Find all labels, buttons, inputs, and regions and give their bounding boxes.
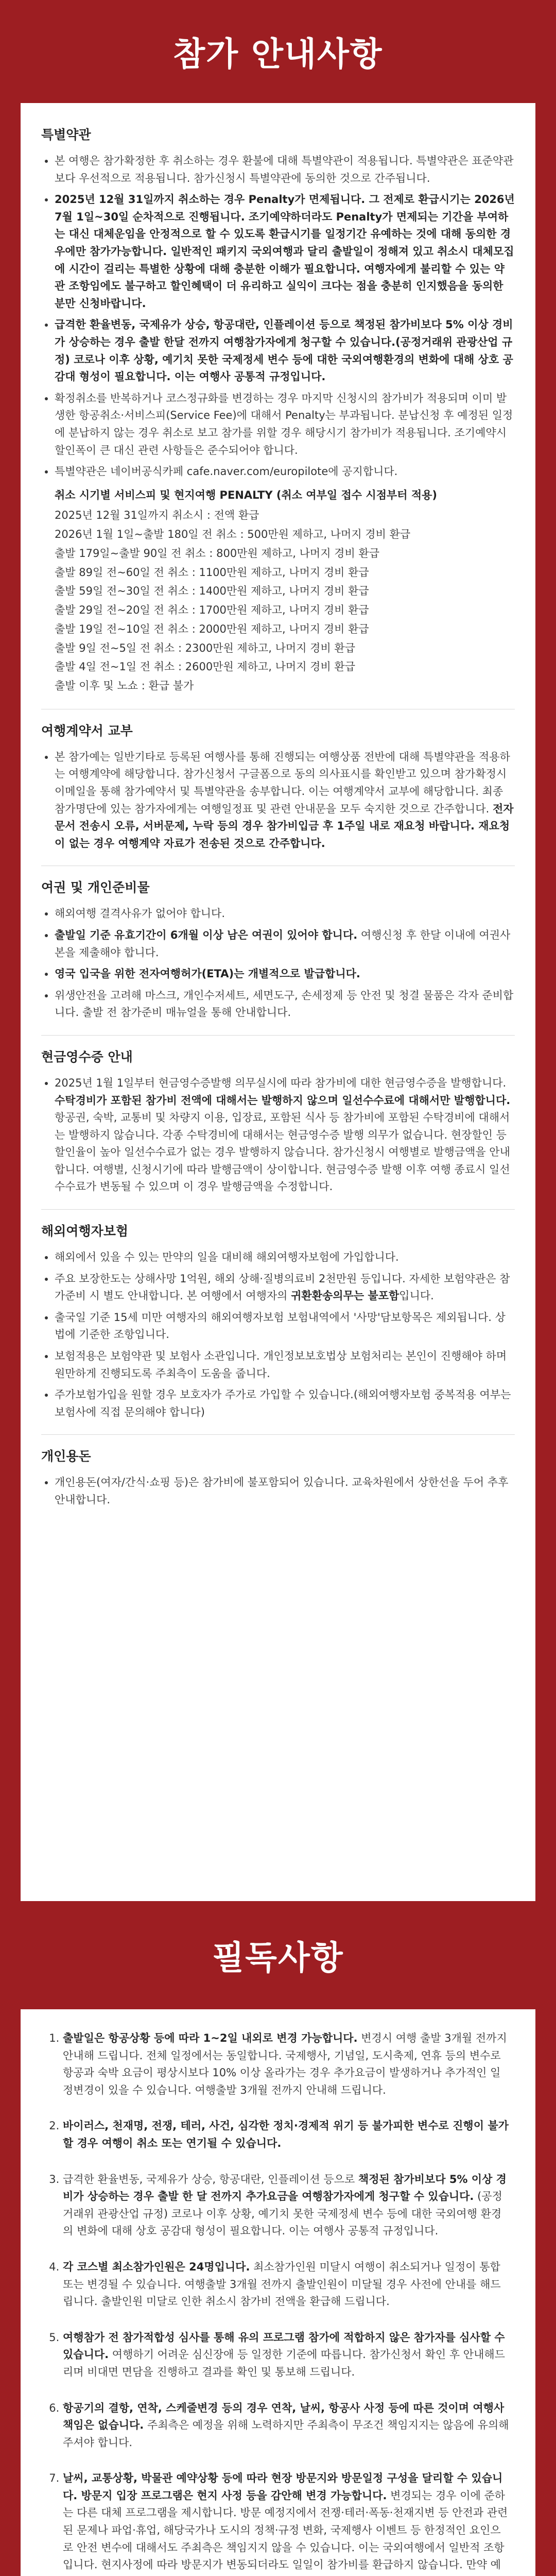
list-item: • 위생안전을 고려해 마스크, 개인수저세트, 세면도구, 손세정제 등 안전 및 청결 물품은 각자 준비합니다. 출발 전 참가준비 매뉴얼을 통해 안내합니다. — [55, 987, 515, 1022]
section-heading: 여행계약서 교부 — [41, 723, 133, 738]
list-item: 2. 바이러스, 천재명, 전쟁, 테러, 사건, 심각한 정치·경제적 위기 등 불가피한 변수로 진행이 불가할 경우 여행이 취소 또는 연기될 수 있습니다. — [63, 2117, 510, 2152]
section-heading: 해외여행자보험 — [41, 1224, 129, 1239]
divider — [41, 1209, 515, 1210]
list-item: 6. 항공기의 결항, 연착, 스케줄변경 등의 경우 연착, 날씨, 항공사 사정 등에 따른 것이며 여행사 책임은 없습니다. 주최측은 예정을 위해 노력하지만 주최측이 무조건 책임지지는 않음에 유의해주셔야 합니다. — [63, 2400, 510, 2452]
special-terms-section — [41, 125, 515, 709]
fee-row: 출발 29일 전~20일 전 취소 : 1700만원 제하고, 나머지 경비 환급 — [55, 604, 369, 617]
list-item: 1. 출발일은 항공상황 등에 따라 1~2일 내외로 변경 가능합니다. 변경시 여행 출발 3개월 전까지 안내해 드립니다. 전체 일정에서는 동일합니다. 국제행사, 기념일, 도시축제, 연휴 등의 변수로 항공과 숙박 요금이 평상시보다 10% 이상 올라가는 경우 추가요금이 발생하거나 추가적인 일정변경이 있을 수 있습니다. 여행출발 3개월 전까지 안내해 드립니다. — [63, 2030, 510, 2099]
list-item: • 해외에서 있을 수 있는 만약의 일을 대비해 해외여행자보험에 가입합니다. — [55, 1249, 515, 1266]
notice-card — [21, 2009, 535, 2576]
section-heading: 특별약관 — [41, 127, 91, 142]
list-item: • 보험적용은 보험약관 및 보험사 소관입니다. 개인정보보호법상 보험처리는 본인이 진행해야 하며 원만하게 진행되도록 주최측이 도움을 줍니다. — [55, 1348, 515, 1382]
section-heading: 현금영수증 안내 — [41, 1049, 133, 1064]
fee-row: 출발 19일 전~10일 전 취소 : 2000만원 제하고, 나머지 경비 환급 — [55, 622, 369, 635]
list-item: • 급격한 환율변동, 국제유가 상승, 항공대란, 인플레이션 등으로 책정된 참가비보다 5% 이상 경비가 상승하는 경우 출발 한달 전까지 여행참가자에게 청구할 수 있습니다.(공정거래위 관광산업 규정) 코로나 이후 상황, 예기치 못한 국제정세 변수 등에 대한 국외여행환경의 변화에 대해 상호 공감대 형성이 필요합니다. 이는 여행사 공통적 규정입니다. — [55, 316, 515, 385]
fee-row: 출발 9일 전~5일 전 취소 : 2300만원 제하고, 나머지 경비 환급 — [55, 641, 355, 654]
list-item: • 주가보험가입을 원할 경우 보호자가 주가로 가입할 수 있습니다.(해외여행자보험 중복적용 여부는 보험사에 직접 문의해야 합니다) — [55, 1386, 515, 1421]
list-item: 3. 급격한 환율변동, 국제유가 상승, 항공대란, 인플레이션 등으로 책정된 참가비보다 5% 이상 경비가 상승하는 경우 출발 한 달 전까지 추가요금을 여행참가자에게 청구할 수 있습니다. (공정거래위 관광산업 규정) 코로나 이후 상황, 예기치 못한 국제정세 변수 등에 대한 국외여행 환경의 변화에 대해 상호 공감대 형성이 필요합니다. 이는 여행사 공통적 규정입니다. — [63, 2171, 510, 2240]
fee-heading: 취소 시기별 서비스피 및 현지여행 PENALTY (취소 여부일 접수 시점부터 적용) — [55, 488, 438, 501]
fee-row: 출발 89일 전~60일 전 취소 : 1100만원 제하고, 나머지 경비 환급 — [55, 566, 369, 579]
list-item: • 주요 보장한도는 상해사망 1억원, 해외 상해·질병의료비 2천만원 등입니다. 자세한 보험약관은 참가준비 시 별도 안내합니다. 본 여행에서 여행자의 귀환환송의무는 불포함입니다. — [55, 1270, 515, 1305]
fee-row: 출발 179일~출발 90일 전 취소 : 800만원 제하고, 나머지 경비 환급 — [55, 547, 379, 560]
list-item: • 본 여행은 참가확정한 후 취소하는 경우 환불에 대해 특별약관이 적용됩니다. 특별약관은 표준약관보다 우선적으로 적용됩니다. 참가신청시 특별약관에 동의한 것으로 간주됩니다. — [55, 152, 515, 187]
list-item: • 개인용돈(여자/간식·쇼핑 등)은 참가비에 불포함되어 있습니다. 교육차원에서 상한선을 두어 추후 안내합니다. — [55, 1474, 515, 1509]
divider — [41, 1035, 515, 1036]
list-item: • 해외여행 결격사유가 없어야 합니다. — [55, 905, 515, 923]
list-item: • 출국일 기준 15세 미만 여행자의 해외여행자보험 보험내역에서 '사망'담보항목은 제외됩니다. 상법에 기준한 조항입니다. — [55, 1309, 515, 1344]
fee-row: 출발 이후 및 노쇼 : 환급 불가 — [55, 680, 194, 692]
list-item: • 2025년 12월 31일까지 취소하는 경우 Penalty가 면제됩니다. 그 전제로 환급시기는 2026년 7월 1일~30일 순차적으로 진행됩니다. 조기예약하더라도 Penalty가 면제되는 기간을 부여하는 대신 대체운임을 안정적으로 할 수 있도록 환급시기를 일정기간 유예하는 것에 대해 동의한 경우에만 참가가능합니다. 일반적인 패키지 국외여행과 달리 출발일이 정해져 있고 취소시 대체모집에 시간이 걸리는 특별한 상황에 대해 충분한 이해가 필요합니다. 여행자에게 불리할 수 있는 약관 조항임에도 불구하고 할인혜택이 더 유리하고 실익이 크다는 점을 충분히 인지했음을 동의한 분만 신청바랍니다. — [55, 191, 515, 312]
divider — [41, 1434, 515, 1435]
list-item: 7. 날씨, 교통상황, 박물관 예약상황 등에 따라 현장 방문지와 방문일정 구성을 달리할 수 있습니다. 방문지 입장 프로그램은 현지 사정 등을 감안해 변경 가능합니다. 변경되는 경우 이에 준하는 다른 대체 프로그램을 제시합니다. 방문 예정지에서 전쟁·테러·폭동·천재지변 등 안전과 관련된 문제나 파업·휴업, 해당국가나 도시의 정책·규정 변화, 국제행사 이벤트 등 한정적인 요인으로 안전 변수에 대해서도 주최측은 책임지지 않을 수 있습니다. 이는 국외여행에서 일반적 조항입니다. 현지사정에 따라 방문지가 변동되더라도 일일이 참가비를 환급하지 않습니다. 만약 예 — [63, 2470, 510, 2576]
list-item: • 본 참가예는 일반기타로 등록된 여행사를 통해 진행되는 여행상품 전반에 대해 특별약관을 적용하는 여행계약에 해당합니다. 참가신청서 구글폼으로 동의 의사표시를 확인받고 있으며 참가확정시 이메일을 통해 참가예약서 및 특별약관을 송부합니다. 이는 여행계약서 교부에 해당합니다. 최종 참가명단에 있는 참가자에게는 여행일정표 및 관련 안내문을 모두 숙지한 것으로 간주합니다. 전자문서 전송시 오류, 서버문제, 누락 등의 경우 참가비입금 후 1주일 내로 재요청 바랍니다. 재요청이 없는 경우 여행계약 자료가 전송된 것으로 간주합니다. — [55, 749, 515, 853]
list-item: • 확정취소를 반복하거나 코스정규화를 변경하는 경우 마지막 신청시의 참가비가 적용되며 이미 발생한 항공취소·서비스피(Service Fee)에 대해서 Penalty는 부과됩니다. 분납신청 후 예정된 일정에 분납하지 않는 경우 취소로 보고 참가를 위할 경우 해당시기 참가비가 적용됩니다. 조기예약시 할인폭이 큰 대신 관련 사항들은 준수되어야 합니다. — [55, 390, 515, 459]
special-terms-list — [41, 152, 515, 696]
notice-list — [46, 2030, 510, 2576]
insurance-section — [41, 1221, 515, 1435]
list-item: • 2025년 1월 1일부터 현금영수증발행 의무실시에 따라 참가비에 대한 현금영수증을 발행합니다. 수탁경비가 포함된 참가비 전액에 대해서는 발행하지 않으며 일선수수료에 대해서만 발행합니다. 항공권, 숙박, 교통비 및 차량지 이용, 입장료, 포함된 식사 등 참가비에 포함된 수탁경비에 대해서는 발행하지 않습니다. 각종 수탁경비에 대해서는 현금영수증 발행 의무가 없습니다. 현장할인 등 할인율이 높아 일선수수료가 없는 경우 발행하지 않습니다. 참가신청시 여행별로 발행금액을 안내합니다. 여행별, 신청시기에 따라 발행금액이 상이합니다. 현금영수증 발행 이후 여행 종료시 일선수수료가 변동될 수 있으며 이 경우 발행금액을 수정합니다. — [55, 1075, 515, 1196]
list-item: • 영국 입국을 위한 전자여행허가(ETA)는 개별적으로 발급합니다. — [55, 965, 515, 983]
notice-title: 필독사항 — [212, 1939, 344, 1977]
info-card — [21, 103, 535, 1901]
section-heading: 개인용돈 — [41, 1449, 91, 1464]
fee-schedule — [55, 506, 515, 696]
fee-row: 2026년 1월 1일~출발 180일 전 취소 : 500만원 제하고, 나머지 경비 환급 — [55, 528, 411, 541]
fee-row: 출발 4일 전~1일 전 취소 : 2600만원 제하고, 나머지 경비 환급 — [55, 660, 355, 673]
fee-row: 출발 59일 전~30일 전 취소 : 1400만원 제하고, 나머지 경비 환급 — [55, 585, 369, 598]
fee-row: 2025년 12월 31일까지 취소시 : 전액 환급 — [55, 509, 259, 522]
list-item: 4. 각 코스별 최소참가인원은 24명입니다. 최소참가인원 미달시 여행이 취소되거나 일정이 통합 또는 변경될 수 있습니다. 여행출발 3개월 전까지 출발인원이 미달될 경우 사전에 안내를 해드립니다. 출발인원 미달로 인한 취소시 참가비 전액을 환급해 드립니다. — [63, 2259, 510, 2311]
passport-section — [41, 877, 515, 1036]
receipt-section — [41, 1047, 515, 1210]
list-item: • 특별약관은 네이버공식카페 cafe.naver.com/europilote에 공지합니다. 취소 시기별 서비스피 및 현지여행 PENALTY (취소 여부일 접수 시점부터 적용) 2025년 12월 31일까지 취소시 : 전액 환급 2026년 1월 1일~출발 180일 전 취소 : 500만원 제하고, 나머지 경비 환급 출발 179일~출발 90일 전 취소 : 800만원 제하고, 나머지 경비 환급 출발 89일 전~60일 전 취소 : 1100만원 제하고, 나머지 경비 환급 출발 59일 전~30일 전 취소 : 1400만원 제하고, 나머지 경비 환급 출발 29일 전~20일 전 취소 : 1700만원 제하고, 나머지 경비 환급 출발 19일 전~10일 전 취소 : 2000만원 제하고, 나머지 경비 환급 출발 9일 전~5일 전 취소 : 2300만원 제하고, 나머지 경비 환급 출발 4일 전~1일 전 취소 : 2600만원 제하고, 나머지 경비 환급 출발 이후 및 노쇼 : 환급 불가 — [55, 463, 515, 696]
contract-section — [41, 721, 515, 867]
allowance-section — [41, 1446, 515, 1509]
list-item: 5. 여행참가 전 참가적합성 심사를 통해 유의 프로그램 참가에 적합하지 않은 참가자를 심사할 수 있습니다. 여행하기 어려운 심신장애 등 일정한 기준에 따릅니다. 참가신청서 확인 후 안내해드리며 비대면 면담을 진행하고 결과를 확인 및 통보해 드립니다. — [63, 2329, 510, 2381]
page-title: 참가 안내사항 — [173, 36, 383, 74]
section-heading: 여권 및 개인준비물 — [41, 880, 150, 895]
list-item: • 출발일 기준 유효기간이 6개월 이상 남은 여권이 있어야 합니다. 여행신청 후 한달 이내에 여권사본을 제출해야 합니다. — [55, 927, 515, 961]
